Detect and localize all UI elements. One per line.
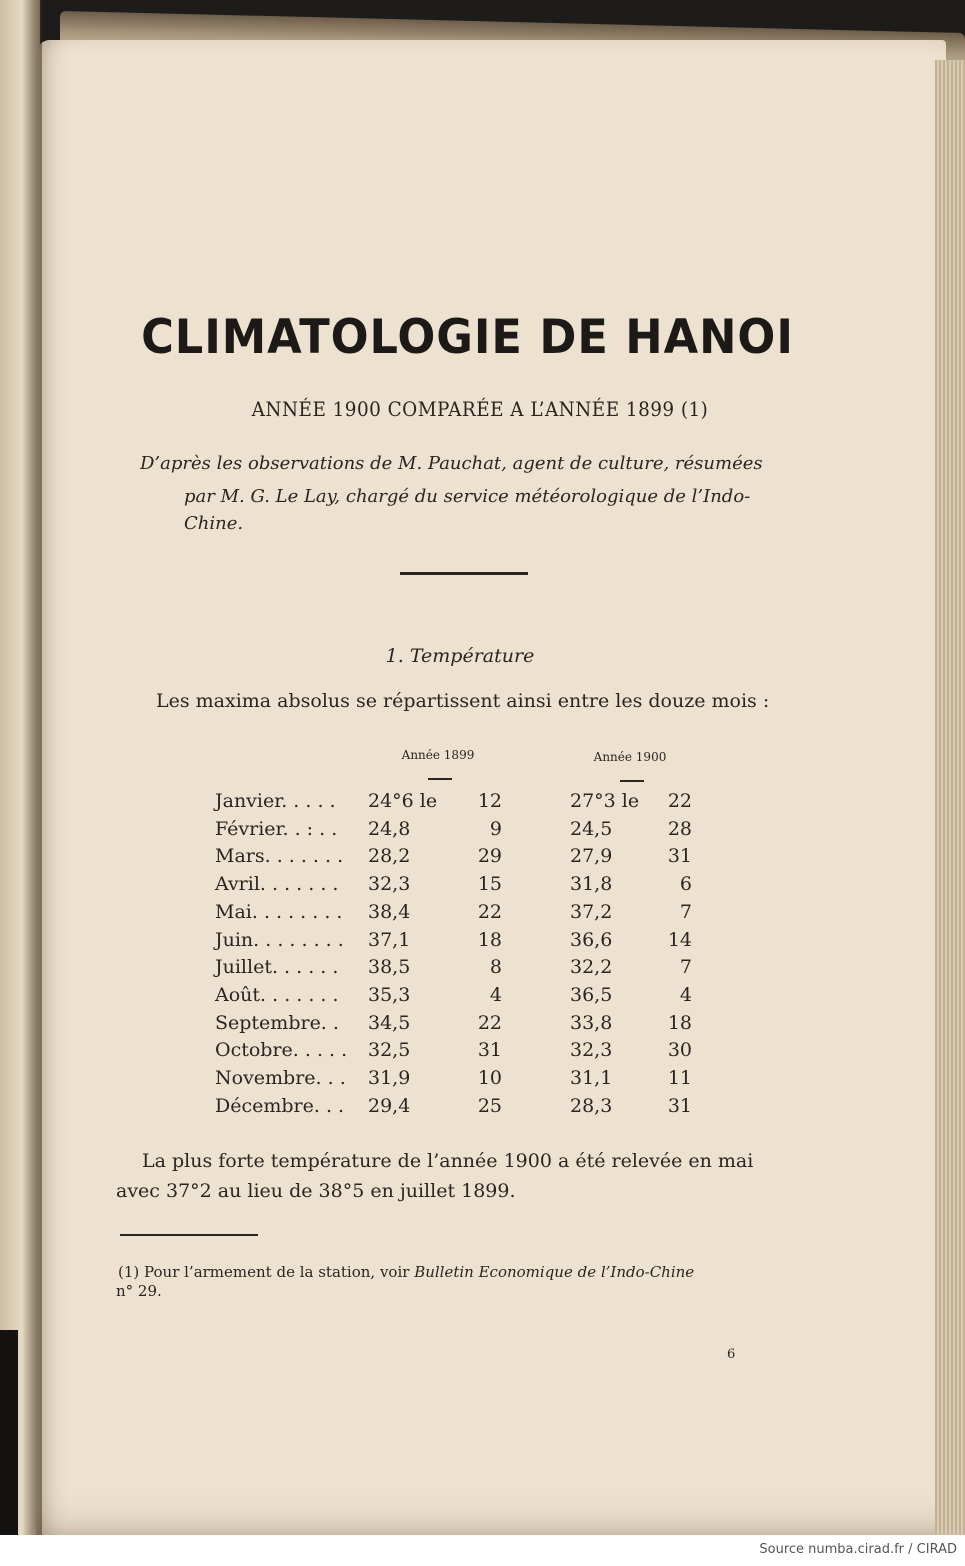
temp-1899-cell: 24,8: [368, 817, 411, 840]
day-1899-cell: 10: [477, 1067, 502, 1089]
day-1900-cell: 30: [667, 1039, 692, 1062]
table-row: [0, 1039, 965, 1067]
month-cell: Juin. . . . . . . .: [215, 928, 344, 951]
temp-1899-cell: 37,1: [368, 928, 411, 951]
day-1899-cell: 9: [489, 817, 502, 840]
intro-line: D’après les observations de M. Pauchat, agent de culture, résumées: [140, 453, 763, 474]
page-title: CLIMATOLOGIE DE HANOI: [141, 310, 794, 365]
temp-1899-cell: 35,3: [368, 983, 411, 1006]
column-header-1899: Année 1899: [401, 748, 475, 762]
table-row: [0, 929, 965, 957]
footnote-divider: [120, 1234, 258, 1236]
temp-1899-cell: 38,5: [368, 956, 411, 979]
day-1899-cell: 29: [477, 845, 502, 868]
temp-1900-cell: 27°3 le: [570, 790, 640, 812]
day-1899-cell: 25: [477, 1094, 502, 1117]
month-cell: Septembre. .: [215, 1011, 339, 1034]
footnote: [118, 1263, 694, 1281]
month-cell: Décembre. . .: [215, 1094, 345, 1117]
month-cell: Août. . . . . . .: [215, 983, 339, 1006]
temp-1899-cell: 28,2: [368, 845, 411, 868]
month-cell: Novembre. . .: [215, 1067, 346, 1089]
day-1899-cell: 31: [477, 1039, 502, 1062]
temp-1899-cell: 31,9: [368, 1067, 411, 1089]
day-1900-cell: 7: [679, 956, 692, 979]
month-cell: Mai. . . . . . . .: [215, 900, 343, 923]
day-1899-cell: 18: [477, 928, 502, 951]
temp-1899-cell: 32,5: [368, 1039, 411, 1062]
temp-1899-cell: 24°6 le: [368, 790, 438, 812]
temp-1900-cell: 31,1: [570, 1067, 613, 1089]
temp-1900-cell: 27,9: [570, 845, 613, 868]
temp-1899-cell: 32,3: [368, 873, 411, 896]
day-1899-cell: 22: [477, 900, 502, 923]
page-number: 6: [727, 1347, 736, 1362]
day-1900-cell: 18: [667, 1011, 692, 1034]
temp-1899-cell: 29,4: [368, 1094, 411, 1117]
footnote-text: (1) Pour l’armement de la station, voir: [118, 1263, 415, 1281]
temp-1900-cell: 31,8: [570, 873, 613, 896]
intro-line: Chine.: [184, 513, 244, 534]
day-1900-cell: 14: [667, 928, 692, 951]
paragraph-intro: Les maxima absolus se répartissent ainsi entre les douze mois :: [156, 690, 770, 712]
temp-1900-cell: 28,3: [570, 1094, 613, 1117]
paragraph-conclusion: La plus forte température de l’année 1900 a été relevée en mai: [142, 1150, 754, 1172]
column-header-1900: Année 1900: [593, 750, 667, 764]
column-header-rule: [620, 780, 644, 782]
section-heading: 1. Température: [385, 645, 535, 667]
month-cell: Mars. . . . . . .: [215, 845, 344, 868]
temp-1900-cell: 24,5: [570, 817, 613, 840]
table-row: [0, 1067, 965, 1095]
page-subtitle: ANNÉE 1900 COMPARÉE A L’ANNÉE 1899 (1): [251, 397, 709, 421]
source-credit: Source numba.cirad.fr / CIRAD: [759, 1542, 957, 1557]
temp-1900-cell: 37,2: [570, 900, 613, 923]
section-divider: [400, 572, 528, 575]
month-cell: Avril. . . . . . .: [215, 873, 339, 896]
table-row: [0, 984, 965, 1012]
intro-line: par M. G. Le Lay, chargé du service météorologique de l’Indo-: [184, 486, 751, 507]
day-1899-cell: 8: [489, 956, 502, 979]
day-1900-cell: 4: [679, 983, 692, 1006]
day-1899-cell: 15: [477, 873, 502, 896]
table-row: [0, 956, 965, 984]
table-row: [0, 790, 965, 818]
temp-1899-cell: 34,5: [368, 1011, 411, 1034]
day-1900-cell: 31: [667, 1094, 692, 1117]
temp-1900-cell: 32,2: [570, 956, 613, 979]
table-row: [0, 818, 965, 846]
month-cell: Janvier. . . . .: [215, 790, 336, 812]
column-header-rule: [428, 778, 452, 780]
day-1900-cell: 28: [667, 817, 692, 840]
day-1900-cell: 7: [679, 900, 692, 923]
day-1899-cell: 22: [477, 1011, 502, 1034]
table-row: [0, 1095, 965, 1123]
temp-1900-cell: 36,5: [570, 983, 613, 1006]
temp-1899-cell: 38,4: [368, 900, 411, 923]
paragraph-conclusion: avec 37°2 au lieu de 38°5 en juillet 1899.: [116, 1180, 516, 1202]
day-1899-cell: 12: [477, 790, 502, 812]
table-row: [0, 901, 965, 929]
temp-1900-cell: 32,3: [570, 1039, 613, 1062]
footnote-line2: n° 29.: [116, 1282, 162, 1300]
day-1900-cell: 6: [679, 873, 692, 896]
day-1900-cell: 11: [667, 1067, 692, 1089]
day-1899-cell: 4: [489, 983, 502, 1006]
temp-1900-cell: 33,8: [570, 1011, 613, 1034]
footnote-citation: Bulletin Economique de l’Indo-Chine: [414, 1263, 695, 1281]
month-cell: Juillet. . . . . .: [215, 956, 339, 979]
table-row: [0, 1012, 965, 1040]
day-1900-cell: 31: [667, 845, 692, 868]
month-cell: Octobre. . . . .: [215, 1039, 348, 1062]
table-row: [0, 873, 965, 901]
month-cell: Février. . : . .: [215, 817, 338, 840]
table-row: [0, 845, 965, 873]
temp-1900-cell: 36,6: [570, 928, 613, 951]
day-1900-cell: 22: [667, 790, 692, 812]
